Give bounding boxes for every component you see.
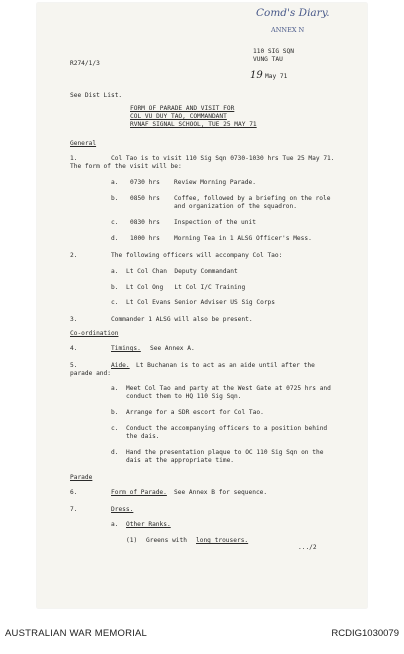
list-letter: a. bbox=[111, 179, 119, 186]
section-heading-coordination: Co-ordination bbox=[70, 330, 119, 337]
footer-archive-name: AUSTRALIAN WAR MEMORIAL bbox=[5, 628, 148, 639]
officer-entry: Lt Col Ong Lt Col I/C Training bbox=[126, 284, 246, 291]
unit-name: 110 SIG SQN bbox=[253, 48, 294, 55]
para-5-text-cont: parade and: bbox=[70, 370, 111, 377]
list-letter: a. bbox=[111, 385, 119, 392]
sub-item-number: (1) bbox=[126, 537, 138, 544]
list-letter: b. bbox=[111, 195, 119, 202]
list-letter: a. bbox=[111, 268, 119, 275]
dress-other-ranks-label: Other Ranks. bbox=[126, 521, 171, 528]
dress-item-text: Greens with bbox=[146, 537, 187, 544]
para-number: 4. bbox=[70, 345, 78, 352]
unit-location: VUNG TAU bbox=[253, 56, 283, 63]
title-line-1: FORM OF PARADE AND VISIT FOR bbox=[130, 105, 235, 112]
schedule-time: 0830 hrs bbox=[130, 219, 160, 226]
section-heading-general: General bbox=[70, 140, 97, 147]
file-reference: R274/1/3 bbox=[70, 60, 100, 67]
schedule-time: 0730 hrs bbox=[130, 179, 160, 186]
officer-entry: Lt Col Evans Senior Adviser US Sig Corps bbox=[126, 299, 276, 306]
para-7-label: Dress. bbox=[111, 506, 134, 513]
section-heading-parade: Parade bbox=[70, 474, 93, 481]
para-1-text: Col Tao is to visit 110 Sig Sqn 0730-1030 hrs Tue 25 May 71. bbox=[111, 155, 335, 162]
task-text-cont: the dais. bbox=[126, 433, 160, 440]
para-5-text: Lt Buchanan is to act as an aide until after the bbox=[136, 362, 315, 369]
schedule-time: 1000 hrs bbox=[130, 235, 160, 242]
para-6-label: Form of Parade. bbox=[111, 489, 167, 496]
list-letter: b. bbox=[111, 284, 119, 291]
para-number: 3. bbox=[70, 316, 78, 323]
task-text-cont: conduct them to HQ 110 Sig Sqn. bbox=[126, 393, 242, 400]
para-2-text: The following officers will accompany Col Tao: bbox=[111, 252, 283, 259]
task-text: Arrange for a SDR escort for Col Tao. bbox=[126, 409, 264, 416]
schedule-item: Inspection of the unit bbox=[174, 219, 256, 226]
para-number: 2. bbox=[70, 252, 78, 259]
task-text: Hand the presentation plaque to OC 110 Sig Sqn on the bbox=[126, 449, 324, 456]
para-4-label: Timings. bbox=[111, 345, 141, 352]
para-5-label: Aide. bbox=[111, 362, 130, 369]
schedule-item: Coffee, followed by a briefing on the role bbox=[174, 195, 331, 202]
para-number: 5. bbox=[70, 362, 78, 369]
title-line-3: RVNAF SIGNAL SCHOOL, TUE 25 MAY 71 bbox=[130, 121, 257, 128]
para-number: 7. bbox=[70, 506, 78, 513]
document-date: May 71 bbox=[265, 73, 288, 80]
para-4-text: See Annex A. bbox=[150, 345, 195, 352]
continued-marker: .../2 bbox=[298, 544, 317, 551]
list-letter: a. bbox=[111, 521, 119, 528]
schedule-time: 0850 hrs bbox=[130, 195, 160, 202]
handwritten-note: Comd's Diary. bbox=[256, 7, 330, 19]
list-letter: c. bbox=[111, 219, 119, 226]
para-1-text-cont: The form of the visit will be: bbox=[70, 163, 182, 170]
para-number: 6. bbox=[70, 489, 78, 496]
list-letter: b. bbox=[111, 409, 119, 416]
task-text: Meet Col Tao and party at the West Gate at 0725 hrs and bbox=[126, 385, 331, 392]
schedule-item: Review Morning Parade. bbox=[174, 179, 256, 186]
para-3-text: Commander 1 ALSG will also be present. bbox=[111, 316, 253, 323]
officer-entry: Lt Col Chan Deputy Commandant bbox=[126, 268, 238, 275]
schedule-item: Morning Tea in 1 ALSG Officer's Mess. bbox=[174, 235, 312, 242]
para-6-text: See Annex B for sequence. bbox=[174, 489, 268, 496]
handwritten-annex: ANNEX N bbox=[271, 26, 305, 34]
task-text-cont: dais at the appropriate time. bbox=[126, 457, 235, 464]
footer-record-id: RCDIG1030079 bbox=[331, 628, 399, 639]
handwritten-date-day: 19 bbox=[250, 70, 263, 81]
list-letter: c. bbox=[111, 425, 119, 432]
list-letter: d. bbox=[111, 449, 119, 456]
list-letter: c. bbox=[111, 299, 119, 306]
list-letter: d. bbox=[111, 235, 119, 242]
para-number: 1. bbox=[70, 155, 78, 162]
schedule-item-cont: and organization of the squadron. bbox=[174, 203, 297, 210]
distribution-note: See Dist List. bbox=[70, 92, 123, 99]
dress-item-emphasis: long trousers. bbox=[196, 537, 249, 544]
task-text: Conduct the accompanying officers to a position behind bbox=[126, 425, 328, 432]
title-line-2: COL VU DUY TAO, COMMANDANT bbox=[130, 113, 227, 120]
